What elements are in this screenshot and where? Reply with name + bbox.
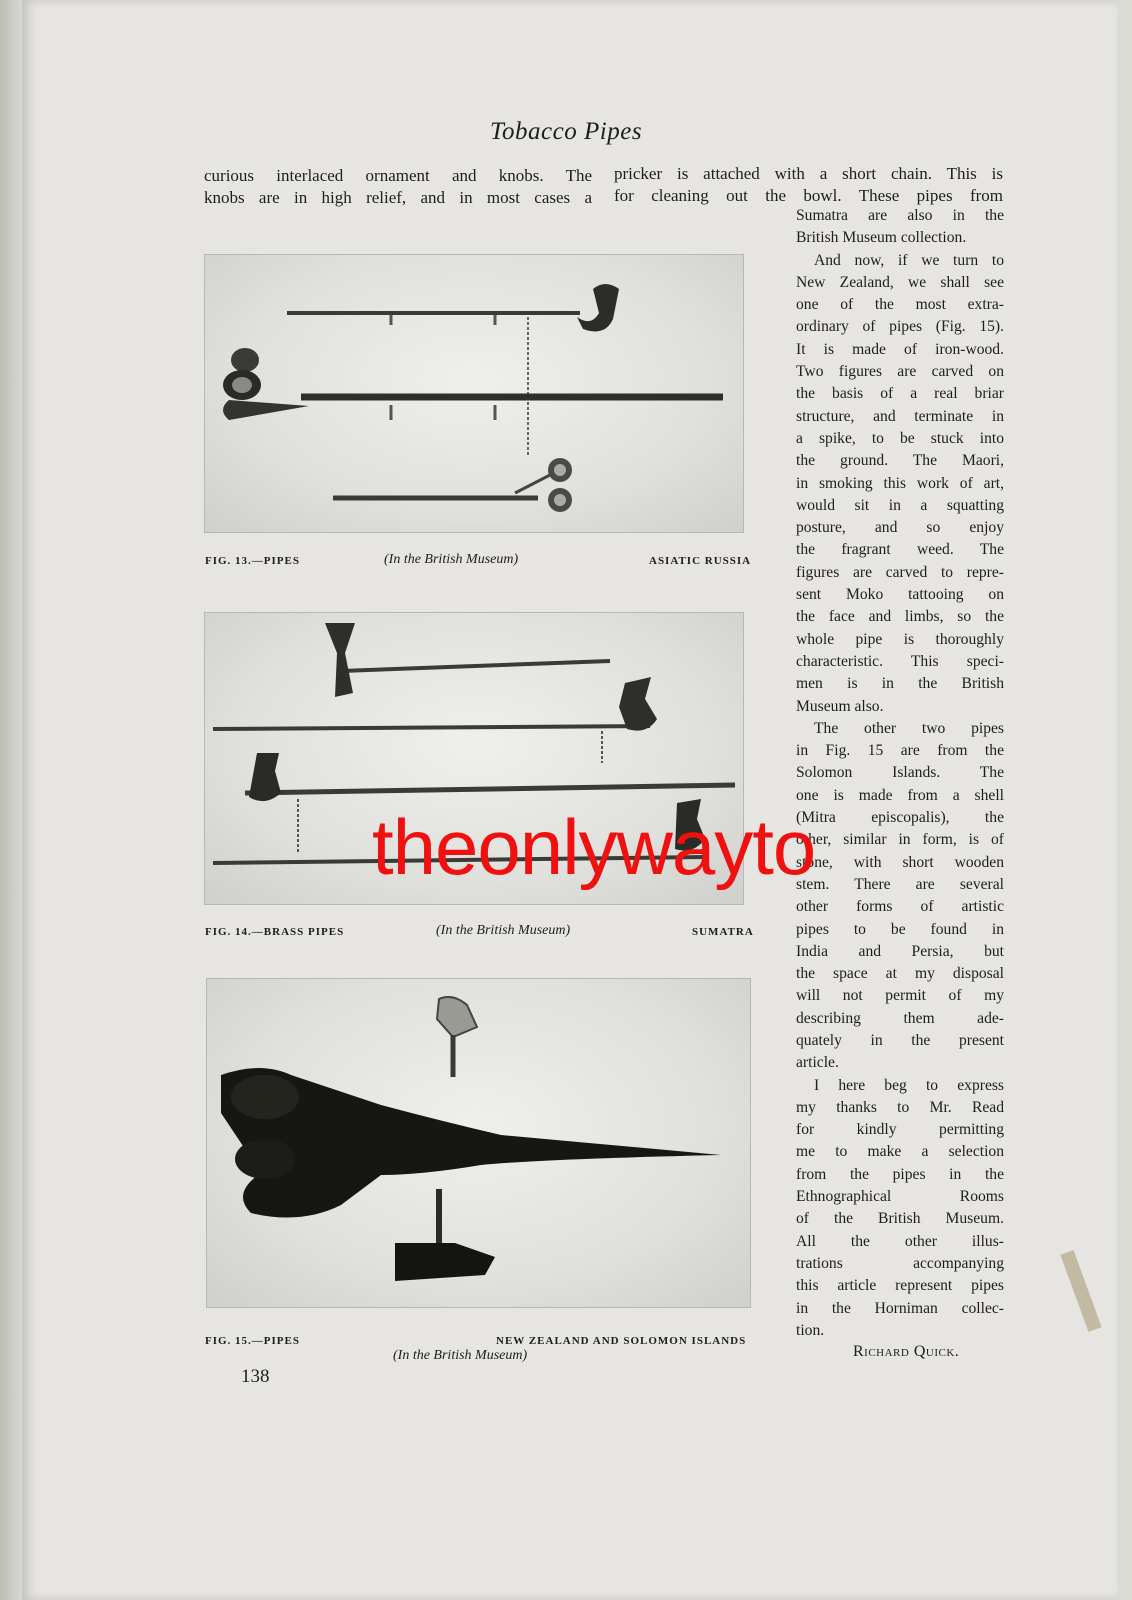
fig13-label: FIG. 13.—PIPES (205, 555, 300, 567)
text-line: posture, and so enjoy (796, 519, 1004, 537)
text-line: the fragrant weed. The (796, 541, 1004, 559)
fig15-label: FIG. 15.—PIPES (205, 1335, 300, 1347)
text-line: Solomon Islands. The (796, 764, 1004, 782)
text-line: the basis of a real briar (796, 385, 1004, 403)
text-line: knobs are in high relief, and in most cases a (204, 188, 592, 207)
text-line: a spike, to be stuck into (796, 429, 1004, 447)
fig13-note: (In the British Museum) (384, 552, 519, 567)
text-line: All the other illus- (796, 1232, 1004, 1250)
top-right-paragraph (614, 163, 1003, 207)
text-line: characteristic. This speci- (796, 652, 1004, 670)
text-line: And now, if we turn to (814, 251, 1004, 269)
text-line: Museum also. (796, 697, 884, 715)
top-left-paragraph (204, 165, 592, 209)
text-line: It is made of iron-wood. (796, 340, 1004, 358)
text-line: the face and limbs, so the (796, 608, 1004, 626)
text-line: from the pipes in the (796, 1165, 1004, 1183)
fig13-photo (205, 255, 743, 532)
text-line: for cleaning out the bowl. These pipes from (614, 186, 1003, 205)
text-line: India and Persia, but (796, 942, 1004, 960)
text-line: Ethnographical Rooms (796, 1188, 1004, 1206)
text-line: the ground. The Maori, (796, 452, 1004, 470)
text-line: ordinary of pipes (Fig. 15). (796, 318, 1004, 336)
running-title: Tobacco Pipes (489, 118, 643, 145)
text-line: describing them ade- (796, 1009, 1004, 1027)
text-line: article. (796, 1054, 839, 1072)
fig15-note: (In the British Museum) (393, 1348, 528, 1363)
fig15-photo (207, 979, 750, 1307)
text-line: men is in the British (796, 675, 1004, 693)
text-line: sent Moko tattooing on (796, 586, 1004, 604)
text-line: my thanks to Mr. Read (796, 1098, 1004, 1116)
text-line: me to make a selection (796, 1143, 1004, 1161)
fig15-origin: NEW ZEALAND AND SOLOMON ISLANDS (496, 1335, 747, 1347)
page-number: 138 (241, 1366, 270, 1387)
text-line: in Fig. 15 are from the (796, 742, 1004, 760)
text-line: one is made from a shell (796, 786, 1004, 804)
text-line: tion. (796, 1321, 825, 1339)
text-line: whole pipe is thoroughly (796, 630, 1004, 648)
text-line: stone, with short wooden (796, 853, 1004, 871)
text-line: other, similar in form, is of (796, 831, 1004, 849)
text-line: (Mitra episcopalis), the (796, 809, 1004, 827)
text-line: trations accompanying (796, 1254, 1004, 1272)
text-line: curious interlaced ornament and knobs. The (204, 166, 592, 185)
text-line: structure, and terminate in (796, 407, 1004, 425)
text-line: in smoking this work of art, (796, 474, 1004, 492)
text-line: pipes to be found in (796, 920, 1004, 938)
watermark: theonlywayto (372, 803, 816, 891)
text-line: this article represent pipes (796, 1277, 1004, 1295)
fig14-label: FIG. 14.—BRASS PIPES (205, 926, 345, 938)
text-line: for kindly permitting (796, 1121, 1004, 1139)
article-column (796, 205, 1004, 1342)
text-line: one of the most extra- (796, 296, 1004, 314)
text-line: stem. There are several (796, 875, 1004, 893)
text-line: quately in the present (796, 1031, 1004, 1049)
text-line: pricker is attached with a short chain. This is (614, 164, 1003, 183)
text-line: The other two pipes (814, 719, 1004, 737)
fig14-note: (In the British Museum) (436, 923, 571, 938)
author-signature: Richard Quick. (853, 1343, 960, 1360)
text-line: will not permit of my (796, 987, 1004, 1005)
text-line: would sit in a squatting (796, 496, 1004, 514)
fig14-origin: SUMATRA (692, 926, 754, 938)
text-line: other forms of artistic (796, 898, 1004, 916)
text-line: British Museum collection. (796, 229, 967, 247)
text-line: New Zealand, we shall see (796, 273, 1004, 291)
text-line: in the Horniman collec- (796, 1299, 1004, 1317)
text-line: figures are carved to repre- (796, 563, 1004, 581)
text-line: the space at my disposal (796, 965, 1004, 983)
book-spine-shadow (0, 0, 22, 1600)
text-line: Two figures are carved on (796, 363, 1004, 381)
text-line: I here beg to express (814, 1076, 1004, 1094)
fig13-origin: ASIATIC RUSSIA (649, 555, 752, 567)
text-line: Sumatra are also in the (796, 207, 1004, 224)
text-line: of the British Museum. (796, 1210, 1004, 1228)
